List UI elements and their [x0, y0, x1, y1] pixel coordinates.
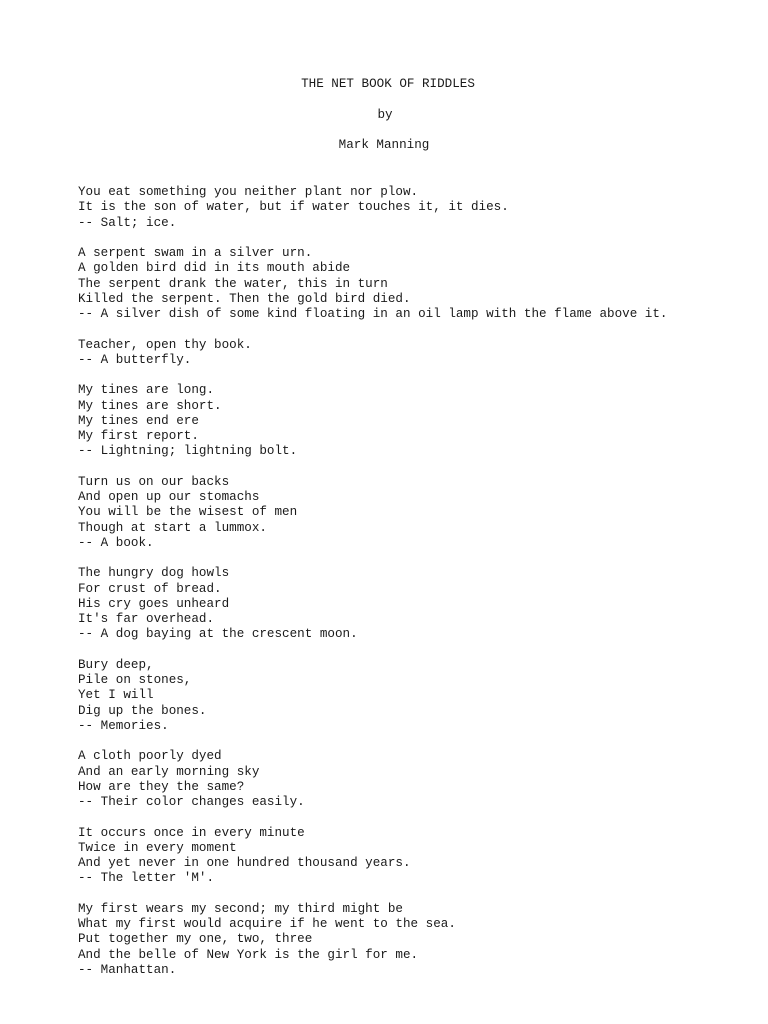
riddle-line: A golden bird did in its mouth abide — [78, 261, 351, 276]
riddle-answer: -- A dog baying at the crescent moon. — [78, 627, 358, 642]
riddle-line: It occurs once in every minute — [78, 825, 305, 840]
riddle-list — [78, 185, 758, 993]
riddle-answer: -- A book. — [78, 535, 154, 550]
riddle-line: It is the son of water, but if water touches it, it dies. — [78, 200, 509, 215]
document-byline: by — [377, 108, 393, 122]
riddle-line: Killed the serpent. Then the gold bird died. — [78, 291, 411, 306]
riddle-answer: -- A silver dish of some kind floating in an oil lamp with the flame above it. — [78, 307, 668, 321]
riddle-line: My first wears my second; my third might be — [78, 901, 403, 916]
riddle-line: A cloth poorly dyed — [78, 749, 222, 764]
riddle-block — [78, 658, 758, 734]
riddle-line: Pile on stones, — [78, 673, 192, 687]
riddle-line: Bury deep, — [78, 657, 154, 672]
riddle-line: The hungry dog howls — [78, 566, 230, 581]
riddle-line: Though at start a lummox. — [78, 520, 267, 535]
riddle-block — [78, 826, 758, 887]
riddle-answer: -- Their color changes easily. — [78, 795, 305, 809]
riddle-line: Twice in every moment — [78, 840, 237, 855]
riddle-answer: -- Manhattan. — [78, 962, 177, 977]
riddle-answer: -- A butterfly. — [78, 352, 192, 367]
riddle-line: Put together my one, two, three — [78, 932, 313, 947]
riddle-line: And yet never in one hundred thousand years. — [78, 856, 411, 870]
riddle-answer: -- Lightning; lightning bolt. — [78, 444, 298, 459]
riddle-line: It's far overhead. — [78, 612, 215, 626]
riddle-block — [78, 902, 758, 978]
riddle-line: A serpent swam in a silver urn. — [78, 246, 313, 260]
riddle-block — [78, 246, 758, 322]
riddle-line: And open up our stomachs — [78, 490, 260, 504]
riddle-line: And an early morning sky — [78, 764, 260, 779]
riddle-line: You eat something you neither plant nor plow. — [78, 185, 419, 199]
riddle-line: Turn us on our backs — [78, 474, 230, 489]
riddle-line: My tines are short. — [78, 398, 222, 413]
riddle-answer: -- The letter 'M'. — [78, 871, 215, 886]
riddle-line: Teacher, open thy book. — [78, 337, 252, 352]
riddle-line: Yet I will — [78, 688, 154, 703]
riddle-block — [78, 338, 758, 369]
riddle-block — [78, 566, 758, 642]
riddle-line: For crust of bread. — [78, 581, 222, 596]
riddle-line: The serpent drank the water, this in turn — [78, 276, 388, 291]
riddle-line: And the belle of New York is the girl for me. — [78, 947, 419, 962]
riddle-block — [78, 475, 758, 551]
riddle-line: You will be the wisest of men — [78, 505, 298, 520]
riddle-line: How are they the same? — [78, 779, 245, 794]
riddle-answer: -- Memories. — [78, 718, 169, 733]
riddle-answer: -- Salt; ice. — [78, 215, 177, 230]
document-title: THE NET BOOK OF RIDDLES — [301, 77, 475, 91]
document-author: Mark Manning — [338, 138, 430, 152]
riddle-line: My tines are long. — [78, 383, 215, 398]
riddle-block — [78, 749, 758, 810]
riddle-block — [78, 185, 758, 231]
riddle-block — [78, 383, 758, 459]
riddle-line: My first report. — [78, 429, 199, 443]
riddle-line: His cry goes unheard — [78, 596, 230, 611]
riddle-line: My tines end ere — [78, 413, 199, 428]
riddle-line: What my first would acquire if he went to the sea. — [78, 917, 456, 931]
riddle-line: Dig up the bones. — [78, 703, 207, 718]
